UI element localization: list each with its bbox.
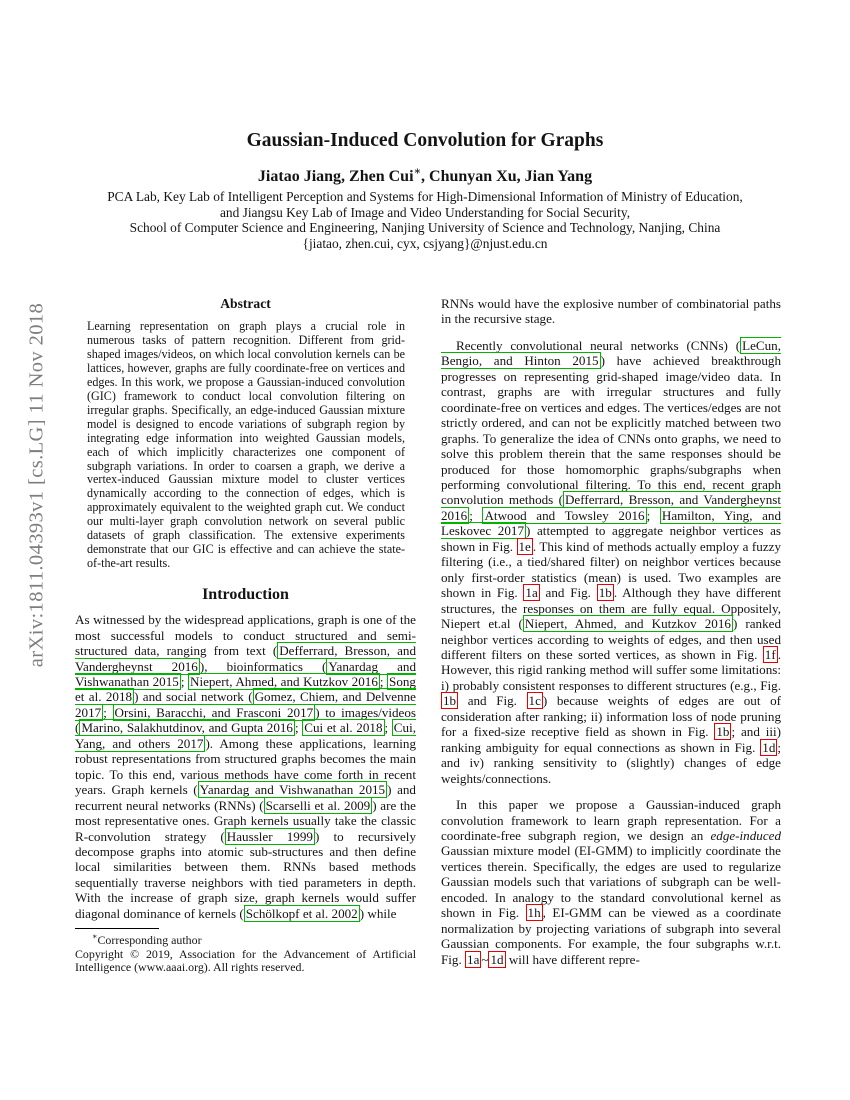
text-run: ) to images/videos ( [75, 704, 416, 736]
text-run: In this paper we propose a Gaussian-induced graph convolution framework to learn graph representation. For a coordinate-free subgraph region, we design an [441, 797, 781, 843]
text-run: Gaussian mixture model (EI-GMM) to implicitly coordinate the vertices therein. Specifically, the edges are used to regularize Gaussian models such that variations of subgraph can be well-encoded. In analogy to the standard convolutional kernel as shown in Fig. [441, 843, 781, 921]
citation-link[interactable]: Song et al. 2018 [75, 673, 416, 705]
right-paragraph-2 [441, 338, 781, 786]
superscript-marker: ∗ [92, 932, 98, 942]
text-run: ; [384, 720, 392, 736]
citation-link[interactable]: Yanardag and Vishwanathan 2015 [75, 658, 416, 689]
citation-link[interactable]: Haussler 1999 [226, 828, 313, 844]
text-run: ~ [481, 951, 489, 967]
text-run: ) ranked neighbor vertices according to weights of edges, and then used different filters on these sorted vertices, as shown in Fig. [441, 616, 781, 662]
text-run: ; [379, 673, 388, 689]
citation-link[interactable]: Niepert, Ahmed, and Kutzkov 2016 [524, 616, 731, 632]
text-run: and Fig. [539, 585, 597, 601]
footnote-block [75, 928, 416, 975]
paper-title: Gaussian-Induced Convolution for Graphs [246, 130, 604, 151]
abstract-heading: Abstract [220, 296, 271, 311]
abstract-text: Learning representation on graph plays a crucial role in numerous tasks of pattern recognition. Different from grid-shaped images/videos, on which local convolution kernels can be lattices, however, graphs are fully coordinate-free on vertices and edges. In this work, we propose a Gaussian-induced convolution (GIC) framework to conduct local convolution filtering on irregular graphs. Specifically, an edge-induced Gaussian mixture model is designed to encode variations of subgraph region by integrating edge information into weighted Gaussian models, each of which implicitly characterizes one component of subgraph variations. In order to coarsen a graph, we derive a vertex-induced Gaussian mixture model to cluster vertices dynamically according to the connection of edges, which is approximately equivalent to the weighted graph cut. We conduct our multi-layer graph convolution network on several public datasets of graph classification. The extensive experiments demonstrate that our GIC is effective and can achieve the state-of-the-art results. [87, 319, 405, 571]
right-paragraph-1: RNNs would have the explosive number of combinatorial paths in the recursive stage. [441, 296, 781, 327]
right-column [441, 296, 781, 967]
text-run: . However, this rigid ranking method will suffer some limitations: i) probably consistent responses to different structures (e.g., Fig. [441, 646, 781, 693]
figure-ref-link[interactable]: 1e [518, 538, 531, 554]
figure-ref-link[interactable]: 1h [527, 905, 541, 921]
paper-header [0, 130, 850, 251]
text-run: . This kind of methods actually employ a fuzzy filtering (i.e., a tied/shared filter) on neighbor vertices because only first-order statistics (mean) is used. Two examples are shown in Fig. [441, 538, 782, 601]
text-run: will have different repre- [505, 951, 640, 967]
citation-link[interactable]: Hamilton, Ying, and Leskovec 2017 [441, 507, 782, 539]
figure-ref-link[interactable]: 1b [443, 693, 457, 709]
text-run: , EI-GMM can be viewed as a coordinate normalization by projecting variations of subgraph into several Gaussian components. For example, the four subgraphs w.r.t. Fig. [441, 905, 782, 967]
citation-link[interactable]: LeCun, Bengio, and Hinton 2015 [441, 337, 781, 369]
introduction-heading: Introduction [202, 586, 289, 604]
affiliation-line-1: PCA Lab, Key Lab of Intelligent Perception and Systems for High-Dimensional Information of Ministry of Education, [107, 189, 743, 204]
text-run: ) are the most representative ones. Graph kernels usually take the classic R-convolution strategy ( [75, 797, 416, 844]
text-run: ; [646, 507, 660, 523]
text-run: ; [103, 704, 113, 720]
footnote-rule [75, 928, 159, 929]
figure-ref-link[interactable]: 1a [525, 585, 538, 601]
text-run: ), bioinformatics ( [199, 658, 327, 674]
text-run: Jiatao Jiang, Zhen Cui [257, 168, 414, 185]
citation-link[interactable]: Schölkopf et al. 2002 [245, 905, 358, 921]
text-run: Recently convolutional neural networks (CNNs) ( [456, 337, 741, 353]
footnote-copyright: Copyright © 2019, Association for the Advancement of Artificial Intelligence (www.aaai.org). All rights reserved. [75, 946, 416, 975]
affiliation-line-3: School of Computer Science and Engineering, Nanjing University of Science and Technology, Nanjing, China [129, 220, 721, 236]
right-paragraph-3 [441, 797, 781, 967]
affiliation-line-2: and Jiangsu Key Lab of Image and Video Understanding for Social Security, [219, 204, 631, 220]
citation-link[interactable]: Gomez, Chiem, and Delvenne 2017 [75, 689, 416, 720]
citation-link[interactable]: Orsini, Baracchi, and Frasconi 2017 [114, 704, 314, 720]
citation-link[interactable]: Defferrard, Bresson, and Vandergheynst 2016 [75, 643, 416, 674]
figure-ref-link[interactable]: 1c [528, 693, 541, 709]
superscript-marker: ∗ [413, 165, 422, 178]
left-column [75, 296, 416, 975]
citation-link[interactable]: Marino, Salakhutdinov, and Gupta 2016 [81, 720, 293, 736]
citation-link[interactable]: Defferrard, Bresson, and Vandergheynst 2016 [441, 492, 781, 523]
arxiv-watermark: arXiv:1811.04393v1 [cs.LG] 11 Nov 2018 [25, 302, 48, 668]
text-run: ; [180, 673, 188, 689]
text-run: . Although they have different structures, the responses on them are fully equal. Oppositely, Niepert et.al ( [441, 585, 782, 632]
figure-ref-link[interactable]: 1d [762, 739, 776, 755]
text-run: ) have achieved breakthrough progresses on representing grid-shaped image/video data. In contrast, graphs are with irregular structures and fully coordinate-free on vertices and edges. The vertices/edges are not strictly ordered, and can not be explicitly matched between two graphs. To generalize the idea of CNNs onto graphs, we need to solve this problem therein that the same responses should be produced for those homomorphic graphs/subgraphs when performing convolutional filtering. To this end, recent graph convolution methods ( [441, 353, 781, 508]
text-run: ) to recursively decompose graphs into atomic sub-structures and then define local similarities between them. RNNs based methods sequentially traverse neighbors with tied parameters in depth. With the increase of graph size, graph kernels would suffer diagonal dominance of kernels ( [75, 828, 416, 921]
email-line: {jiatao, zhen.cui, cyx, csjyang}@njust.edu.cn [302, 235, 548, 251]
figure-ref-link[interactable]: 1b [598, 585, 612, 601]
figure-ref-link[interactable]: 1d [490, 951, 504, 967]
figure-ref-link[interactable]: 1f [764, 646, 776, 662]
text-run: ; [469, 507, 483, 523]
text-run: ; [294, 720, 303, 736]
text-run: ) attempted to aggregate neighbor vertices as shown in Fig. [441, 523, 781, 554]
text-run: ). Among these applications, learning robust representations from structured graphs becomes the main topic. To this end, various methods have come forth in recent years. Graph kernels ( [75, 735, 416, 798]
text-run: ; and iv) ranking sensitivity to (slightly) changes of edge weights/connections. [441, 739, 781, 786]
text-run: ; and iii) ranking ambiguity for equal connections as shown in Fig. [441, 724, 781, 755]
text-run: , Chunyan Xu, Jian Yang [421, 168, 593, 185]
citation-link[interactable]: Cui, Yang, and others 2017 [75, 720, 416, 751]
citation-link[interactable]: Yanardag and Vishwanathan 2015 [199, 782, 386, 798]
text-run: ) and recurrent neural networks (RNNs) ( [75, 782, 416, 813]
text-run: As witnessed by the widespread applications, graph is one of the most successful models to conduct structured and semi-structured data, ranging from text ( [75, 612, 416, 659]
introduction-paragraph-1 [75, 612, 416, 921]
citation-link[interactable]: Cui et al. 2018 [304, 720, 383, 736]
text-run: and Fig. [458, 693, 527, 709]
citation-link[interactable]: Scarselli et al. 2009 [265, 797, 371, 813]
authors-line [0, 165, 850, 186]
emphasis-text: edge-induced [710, 827, 781, 843]
figure-ref-link[interactable]: 1b [716, 724, 730, 740]
citation-link[interactable]: Niepert, Ahmed, and Kutzkov 2016 [189, 673, 378, 689]
citation-link[interactable]: Atwood and Towsley 2016 [484, 507, 645, 523]
text-run: ) while [359, 905, 397, 921]
text-run: Corresponding author [97, 933, 202, 948]
text-run: ) because weights of edges are out of consideration after ranking; ii) information loss of node pruning for a fixed-size receptive field as shown in Fig. [441, 693, 781, 740]
text-run: ) and social network ( [134, 689, 253, 705]
figure-ref-link[interactable]: 1a [467, 951, 480, 967]
footnote-corresponding-author [75, 934, 416, 948]
